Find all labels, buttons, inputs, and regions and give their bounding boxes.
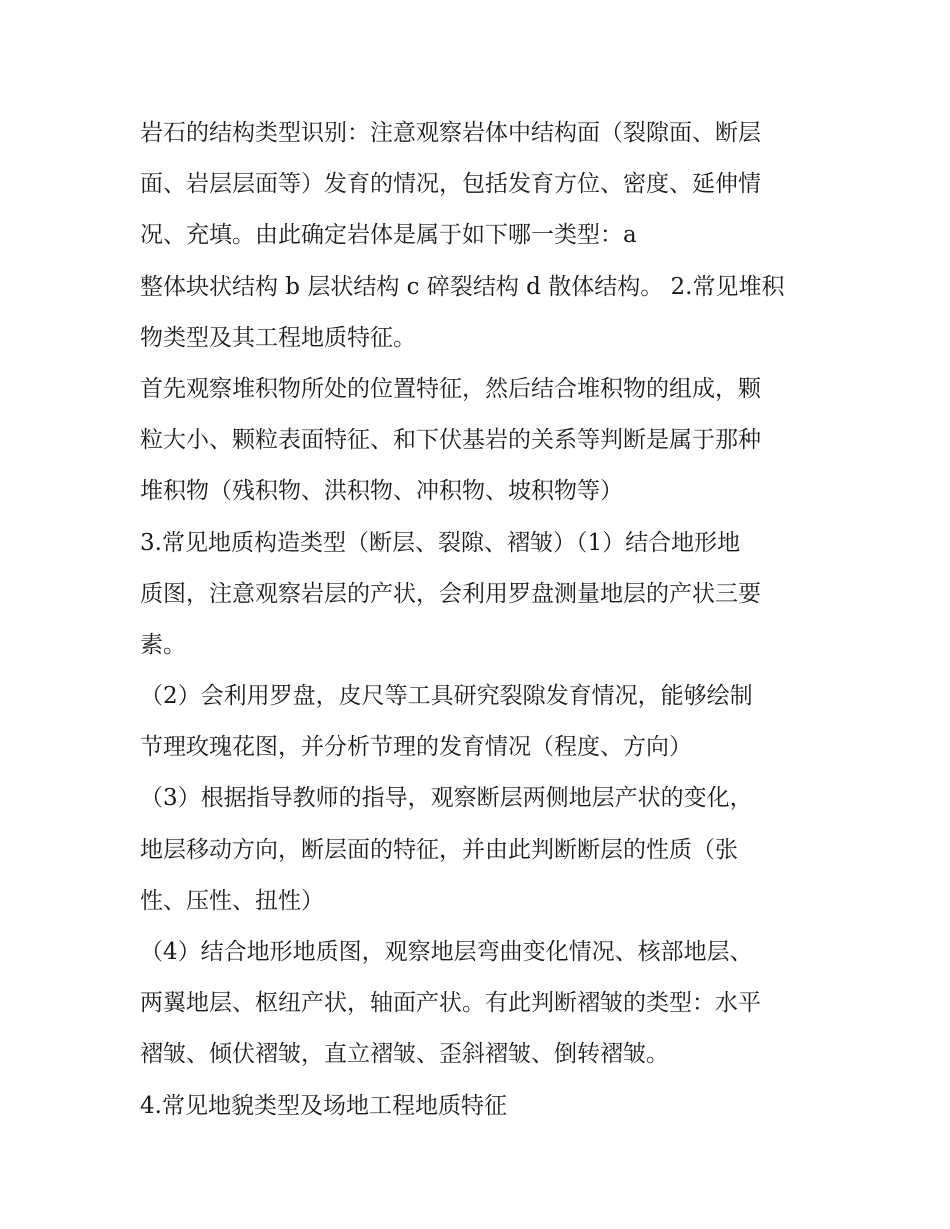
text-line: 两翼地层、枢纽产状，轴面产状。有此判断褶皱的类型：水平 [140, 990, 761, 1017]
text-line: （3）根据指导教师的指导，观察断层两侧地层产状的变化， [140, 785, 753, 812]
body-text [140, 108, 820, 1132]
text-line: 面、岩层层面等）发育的情况，包括发育方位、密度、延伸情 [140, 171, 761, 198]
text-line: 物类型及其工程地质特征。 [140, 324, 416, 351]
text-line: （4）结合地形地质图，观察地层弯曲变化情况、核部地层、 [140, 939, 753, 965]
text-line: 整体块状结构 b 层状结构 c 碎裂结构 d 散体结构。 2.常见堆积 [140, 273, 785, 300]
text-line: 素。 [140, 631, 186, 658]
text-line: 粒大小、颗粒表面特征、和下伏基岩的关系等判断是属于那种 [140, 427, 761, 454]
text-line: 地层移动方向，断层面的特征，并由此判断断层的性质（张 [140, 836, 738, 863]
text-line: 堆积物（残积物、洪积物、冲积物、坡积物等） [140, 478, 623, 505]
text-line: 况、充填。由此确定岩体是属于如下哪一类型：a [140, 222, 637, 249]
text-line: （2）会利用罗盘，皮尺等工具研究裂隙发育情况，能够绘制 [140, 683, 753, 710]
text-line: 节理玫瑰花图，并分析节理的发育情况（程度、方向） [140, 734, 692, 761]
text-line: 首先观察堆积物所处的位置特征，然后结合堆积物的组成，颗 [140, 375, 761, 402]
text-line: 褶皱、倾伏褶皱，直立褶皱、歪斜褶皱、倒转褶皱。 [140, 1041, 669, 1068]
text-line: 3.常见地质构造类型（断层、裂隙、褶皱）（1）结合地形地 [140, 529, 741, 556]
text-line: 岩石的结构类型识别：注意观察岩体中结构面（裂隙面、断层 [140, 120, 761, 146]
text-line: 质图，注意观察岩层的产状，会利用罗盘测量地层的产状三要 [140, 580, 761, 607]
text-line: 4.常见地貌类型及场地工程地质特征 [140, 1092, 507, 1119]
text-line: 性、压性、扭性） [140, 887, 324, 914]
